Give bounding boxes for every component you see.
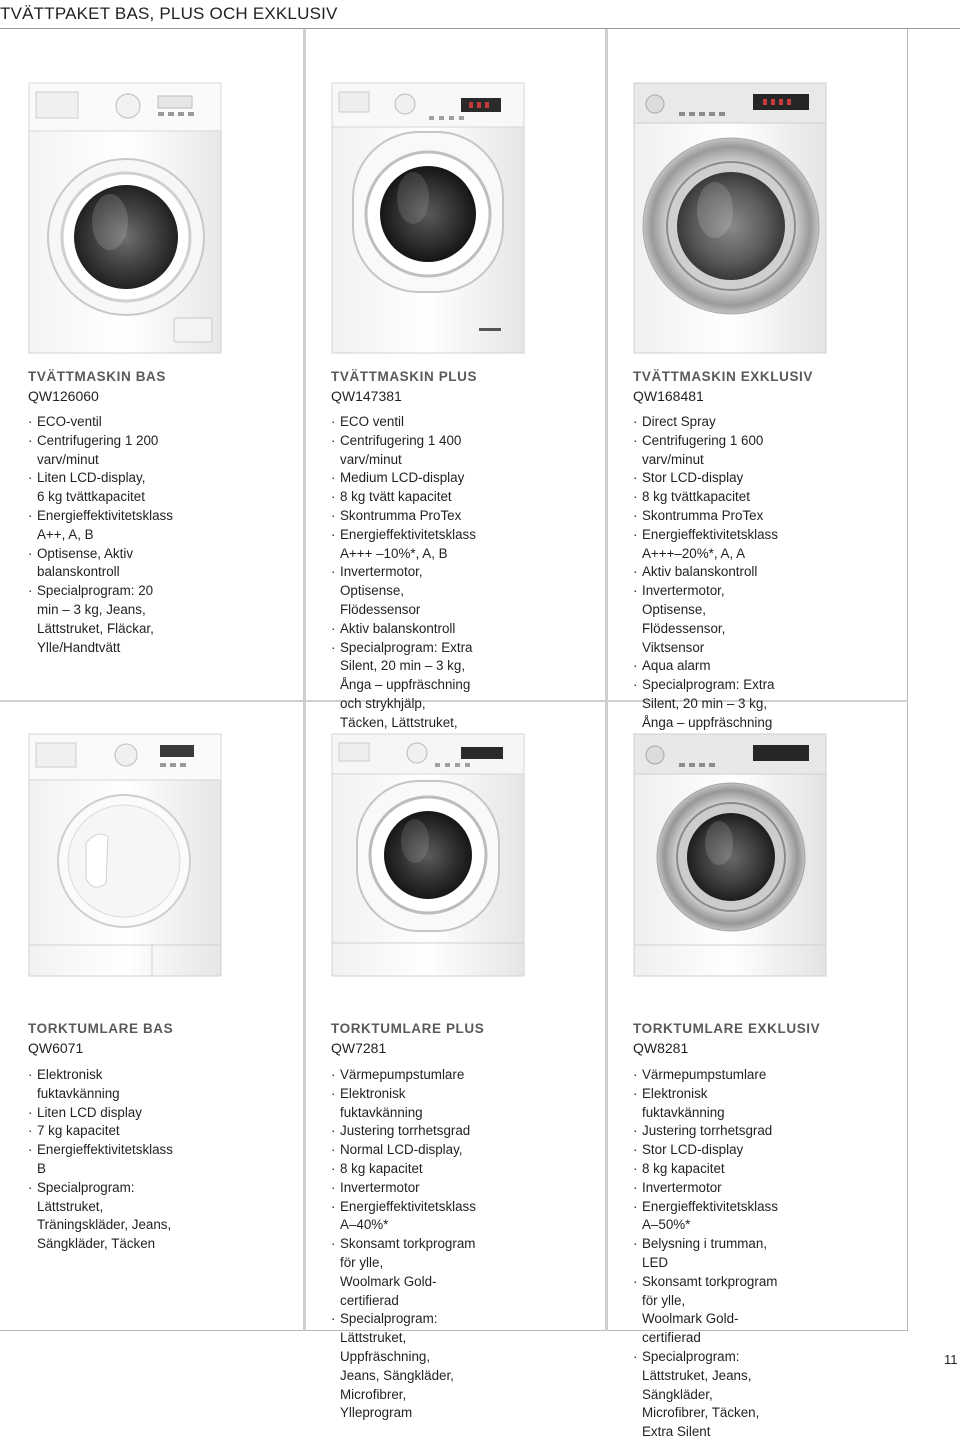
feature-item: · Energieffektivitetsklass A–40%*: [331, 1198, 476, 1236]
feature-item: · 8 kg kapacitet: [633, 1160, 778, 1179]
column-divider-1: [303, 29, 306, 1331]
feature-item: · Invertermotor: [331, 1179, 476, 1198]
feature-item: · Belysning i trumman, LED: [633, 1235, 778, 1273]
washing-machine-plus-image: [331, 82, 525, 354]
feature-item: · Justering torrhetsgrad: [633, 1122, 778, 1141]
product-model: QW168481: [633, 388, 704, 404]
feature-item: · Centrifugering 1 600 varv/minut: [633, 432, 778, 470]
feature-item: · Energieffektivitetsklass A+++ –10%*, A, B: [331, 526, 476, 564]
feature-item: · Elektronisk fuktavkänning: [331, 1085, 476, 1123]
feature-item: · Centrifugering 1 400 varv/minut: [331, 432, 476, 470]
feature-item: · Medium LCD-display: [331, 469, 476, 488]
feature-item: · Optisense, Aktiv balanskontroll: [28, 545, 173, 583]
feature-item: · Aktiv balanskontroll: [331, 620, 476, 639]
feature-item: · Skonsamt torkprogram för ylle, Woolmark Gold-certifierad: [331, 1235, 476, 1310]
feature-item: · Justering torrhetsgrad: [331, 1122, 476, 1141]
feature-item: · Skonsamt torkprogram för ylle, Woolmark Gold-certifierad: [633, 1273, 778, 1348]
washing-machine-basic-image: [28, 82, 222, 354]
feature-item: · Specialprogram: Lättstruket, Jeans, Sängkläder, Microfibrer, Täcken, Extra Silent: [633, 1348, 778, 1442]
feature-list: [331, 1066, 476, 1423]
feature-item: · Aktiv balanskontroll: [633, 563, 778, 582]
feature-item: · Skontrumma ProTex: [633, 507, 778, 526]
feature-item: · ECO-ventil: [28, 413, 173, 432]
feature-list: [28, 413, 173, 657]
tumble-dryer-exclusive-image: [633, 733, 827, 977]
feature-item: · Direct Spray: [633, 413, 778, 432]
product-category: TVÄTTMASKIN BAS: [28, 369, 166, 384]
tumble-dryer-plus-image: [331, 733, 525, 977]
feature-item: · Specialprogram: Lättstruket, Uppfräschning, Jeans, Sängkläder, Microfibrer, Ylleprogram: [331, 1310, 476, 1423]
product-category: TORKTUMLARE BAS: [28, 1021, 174, 1036]
product-model: QW7281: [331, 1040, 387, 1056]
feature-item: · Elektronisk fuktavkänning: [28, 1066, 173, 1104]
feature-item: · Liten LCD-display, 6 kg tvättkapacitet: [28, 469, 173, 507]
feature-item: · Energieffektivitetsklass A+++–20%*, A, A: [633, 526, 778, 564]
feature-item: · Invertermotor, Optisense, Flödessensor: [331, 563, 476, 619]
feature-list: [633, 1066, 778, 1442]
feature-item: · Stor LCD-display: [633, 469, 778, 488]
feature-item: · Aqua alarm: [633, 657, 778, 676]
product-category: TVÄTTMASKIN PLUS: [331, 369, 478, 384]
feature-item: · 8 kg kapacitet: [331, 1160, 476, 1179]
feature-item: · Liten LCD display: [28, 1104, 173, 1123]
feature-item: · Specialprogram: 20 min – 3 kg, Jeans, Lättstruket, Fläckar, Ylle/Handtvätt: [28, 582, 173, 657]
feature-item: · Värmepumpstumlare: [633, 1066, 778, 1085]
feature-item: · ECO ventil: [331, 413, 476, 432]
feature-item: · 7 kg kapacitet: [28, 1122, 173, 1141]
feature-item: · 8 kg tvättkapacitet: [633, 488, 778, 507]
feature-item: · Energieffektivitetsklass B: [28, 1141, 173, 1179]
feature-list: [28, 1066, 173, 1254]
feature-item: · Specialprogram: Extra Silent, 20 min – 3 kg, Ånga – uppfräschning: [633, 676, 778, 826]
feature-item: · Centrifugering 1 200 varv/minut: [28, 432, 173, 470]
feature-item: · Energieffektivitetsklass A++, A, B: [28, 507, 173, 545]
page-number: 11: [944, 1352, 958, 1367]
product-category: TORKTUMLARE PLUS: [331, 1021, 485, 1036]
feature-item: · Invertermotor, Optisense, Flödessensor, Viktsensor: [633, 582, 778, 657]
feature-item: · Stor LCD-display: [633, 1141, 778, 1160]
product-model: QW8281: [633, 1040, 689, 1056]
tumble-dryer-basic-image: [28, 733, 222, 977]
washing-machine-exclusive-image: [633, 82, 827, 354]
page-title: TVÄTTPAKET BAS, PLUS OCH EXKLUSIV: [0, 4, 338, 23]
product-model: QW6071: [28, 1040, 84, 1056]
product-model: QW126060: [28, 388, 99, 404]
feature-item: · Invertermotor: [633, 1179, 778, 1198]
feature-item: · Skontrumma ProTex: [331, 507, 476, 526]
product-model: QW147381: [331, 388, 402, 404]
column-divider-2: [605, 29, 608, 1331]
feature-item: · Energieffektivitetsklass A–50%*: [633, 1198, 778, 1236]
feature-item: · Normal LCD-display,: [331, 1141, 476, 1160]
product-category: TVÄTTMASKIN EXKLUSIV: [633, 369, 814, 384]
feature-item: · Specialprogram: Extra Silent, 20 min – 3 kg, Ånga – uppfräschning och strykhjälp, Täcken, Lättstruket,: [331, 639, 476, 789]
product-category: TORKTUMLARE EXKLUSIV: [633, 1021, 821, 1036]
feature-item: · 8 kg tvätt kapacitet: [331, 488, 476, 507]
feature-item: · Elektronisk fuktavkänning: [633, 1085, 778, 1123]
feature-item: · Värmepumpstumlare: [331, 1066, 476, 1085]
feature-item: · Specialprogram: Lättstruket, Träningskläder, Jeans, Sängkläder, Täcken: [28, 1179, 173, 1254]
